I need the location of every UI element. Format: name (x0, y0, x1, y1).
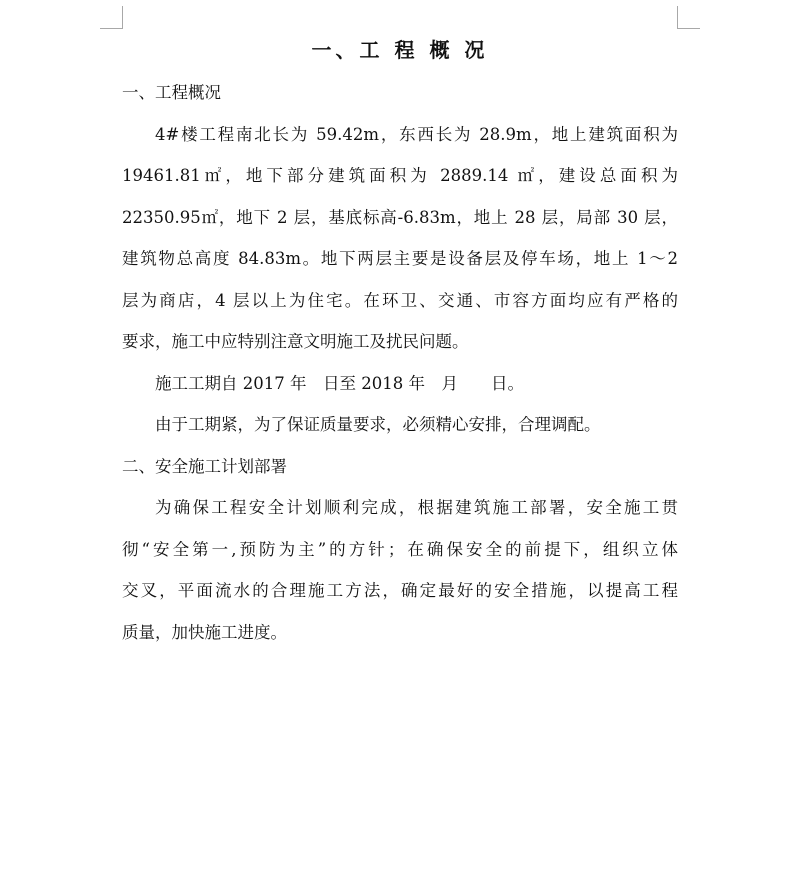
paragraph-safety-plan (122, 487, 678, 653)
page-corner-mark-top-left (100, 6, 123, 29)
paragraph-project-overview (122, 114, 678, 363)
paragraph-schedule-note: 由于工期紧，为了保证质量要求，必须精心安排，合理调配。 (155, 415, 601, 434)
paragraph-line: 22350.95㎡，地下 2 层，基底标高-6.83m，地上 28 层，局部 30 层， (122, 207, 678, 227)
section-heading-overview: 一、工程概况 (122, 83, 221, 102)
paragraph-line: 4#楼工程南北长为 59.42m，东西长为 28.9m，地上建筑面积为 (155, 124, 678, 144)
document-title: 一、工 程 概 况 (311, 38, 489, 62)
paragraph-line: 彻“安全第一,预防为主”的方针；在确保安全的前提下，组织立体 (122, 539, 678, 559)
section-heading-safety-plan: 二、安全施工计划部署 (122, 456, 287, 476)
paragraph-construction-period: 施工工期自 2017 年 日至 2018 年 月 日。 (155, 373, 524, 393)
paragraph-line: 层为商店，4 层以上为住宅。在环卫、交通、市容方面均应有严格的 (122, 290, 678, 310)
document-page (122, 34, 678, 653)
paragraph-line: 要求，施工中应特别注意文明施工及扰民问题。 (122, 332, 469, 351)
paragraph-line: 建筑物总高度 84.83m。地下两层主要是设备层及停车场，地上 1～2 (122, 249, 678, 268)
paragraph-line: 交叉，平面流水的合理施工方法，确定最好的安全措施，以提高工程 (122, 581, 678, 600)
paragraph-line: 为确保工程安全计划顺利完成，根据建筑施工部署，安全施工贯 (155, 498, 678, 517)
paragraph-line: 质量，加快施工进度。 (122, 622, 287, 642)
page-corner-mark-top-right (677, 6, 700, 29)
paragraph-line: 19461.81㎡，地下部分建筑面积为 2889.14 ㎡，建设总面积为 (122, 166, 678, 185)
